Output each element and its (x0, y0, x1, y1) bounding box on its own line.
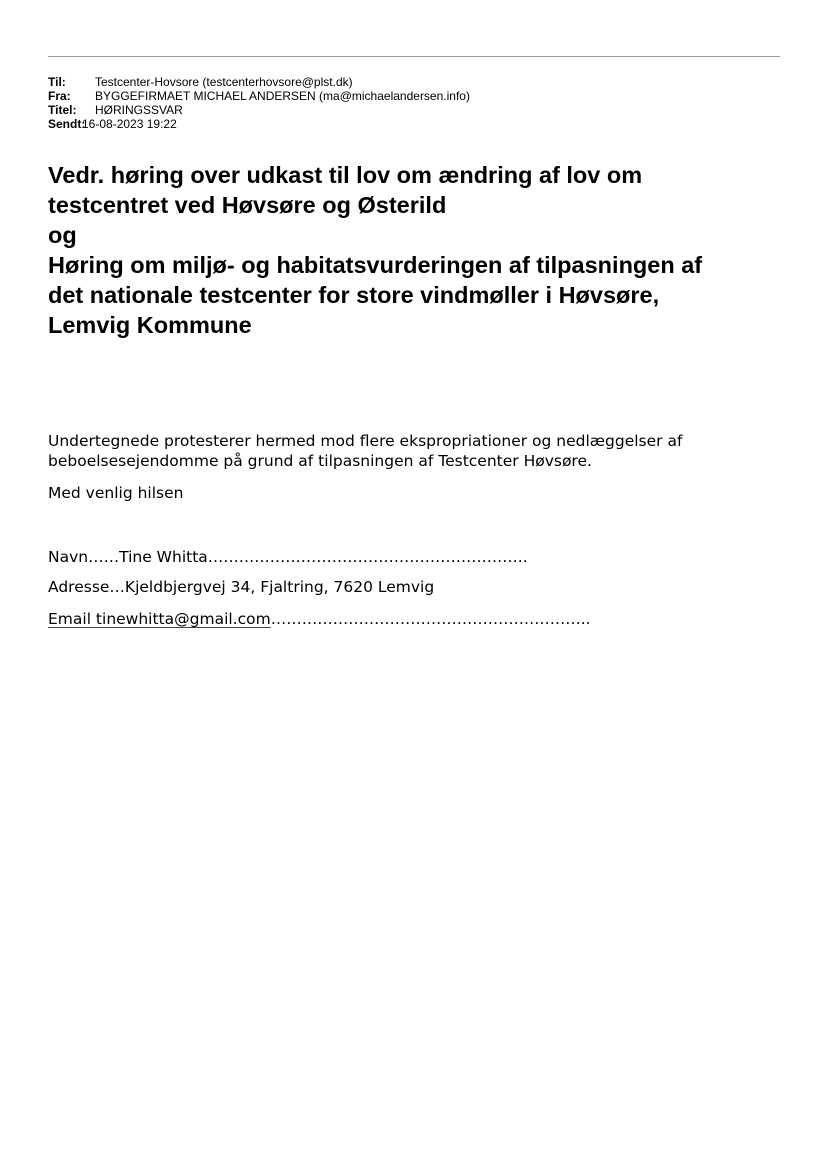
to-value: Testcenter-Hovsore (testcenterhovsore@plst.dk) (95, 75, 353, 89)
subject-line: Høring om miljø- og habitatsvurderingen af tilpasningen af (48, 252, 703, 278)
subject-heading (48, 160, 783, 340)
subject-line: det nationale testcenter for store vindmøller i Høvsøre, (48, 282, 660, 308)
title-value: HØRINGSSVAR (95, 103, 183, 117)
header-row-from (48, 89, 470, 103)
title-label: Titel: (48, 103, 77, 117)
signature-name: Navn……Tine Whitta…………………………………………………….. (48, 548, 528, 566)
email-link[interactable]: Email tinewhitta@gmail.com (48, 610, 271, 628)
from-value: BYGGEFIRMAET MICHAEL ANDERSEN (ma@michaelandersen.info) (95, 89, 470, 103)
signature-email (48, 609, 591, 629)
sent-label: Sendt: (48, 117, 86, 131)
from-label: Fra: (48, 89, 71, 103)
header-row-title (48, 103, 470, 117)
protest-paragraph: Undertegnede protesterer hermed mod flere ekspropriationer og nedlæggelser af beboelsesejendomme på grund af tilpasningen af Testcenter Høvsøre. (48, 432, 683, 470)
sent-value: 16-08-2023 19:22 (82, 117, 177, 131)
greeting-text: Med venlig hilsen (48, 484, 184, 502)
subject-line: Lemvig Kommune (48, 312, 252, 338)
header-divider (48, 56, 780, 57)
email-header (48, 75, 470, 131)
subject-line: testcentret ved Høvsøre og Østerild (48, 192, 447, 218)
subject-line: og (48, 222, 77, 248)
subject-line: Vedr. høring over udkast til lov om ændring af lov om (48, 162, 643, 188)
signature-address: Adresse…Kjeldbjergvej 34, Fjaltring, 7620 Lemvig (48, 578, 435, 596)
header-row-to (48, 75, 470, 89)
to-label: Til: (48, 75, 66, 89)
email-dotted-trail: …………………………………………………….. (270, 610, 591, 628)
header-row-sent (48, 117, 470, 131)
